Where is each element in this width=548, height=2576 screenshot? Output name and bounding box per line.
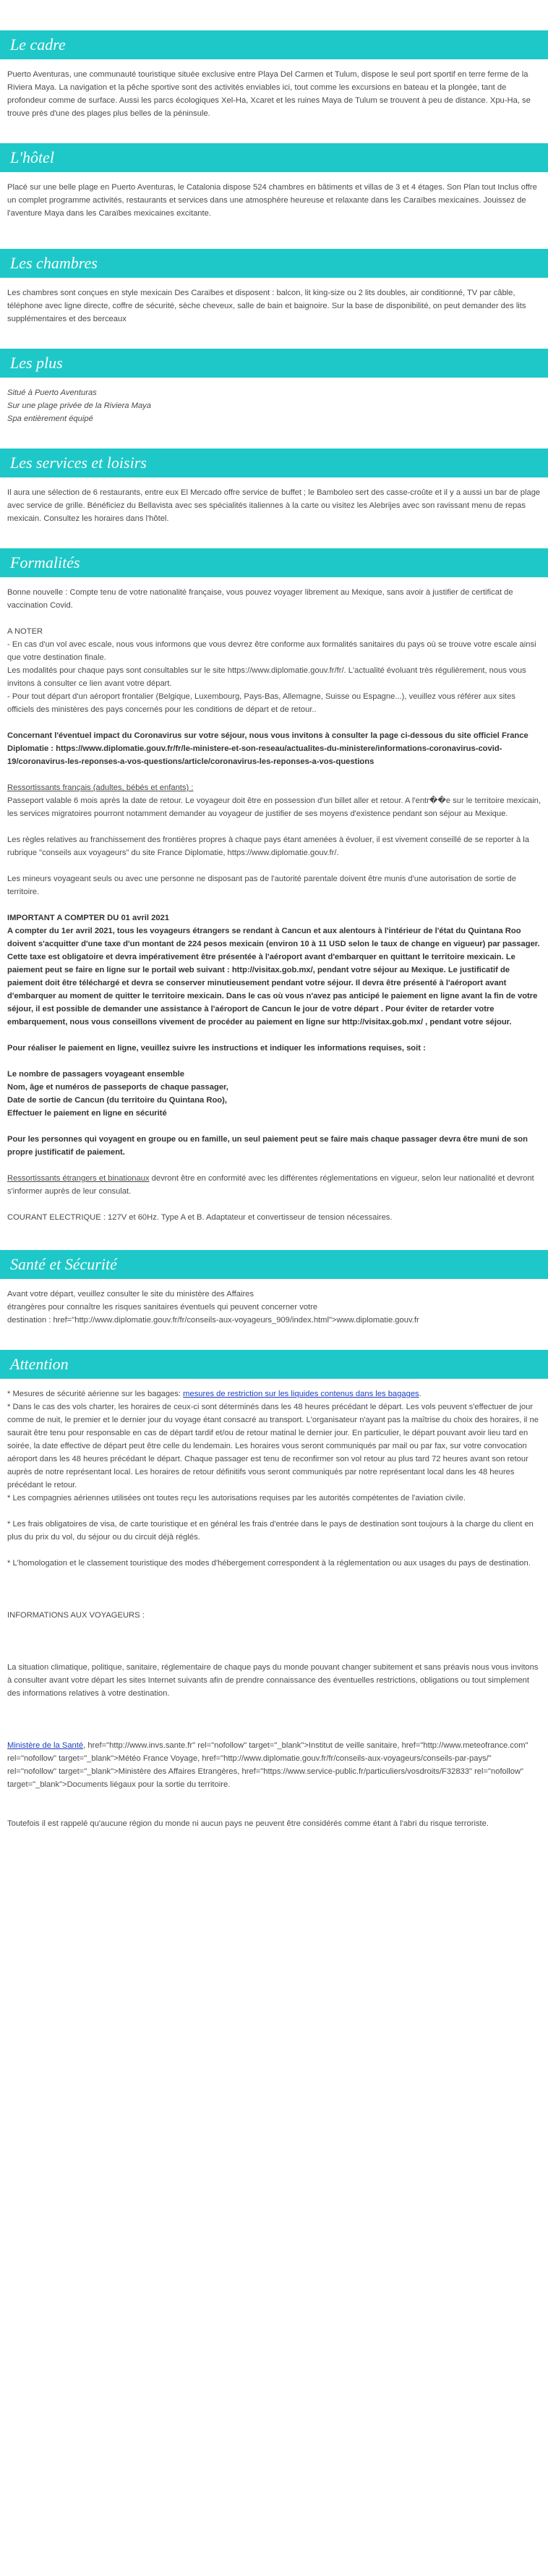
section-title: Formalités: [10, 553, 80, 571]
hotel-text: Placé sur une belle plage en Puerto Aventuras, le Catalonia dispose 524 chambres en bâtiments et villas de 3 et 4 étages. Son Plan tout Inclus offre un complet programme activités, restaurants et services dans une atmosphère heureuse et relaxante dans les Caraïbes mexicaines. Jouissez de l'aventure Maya dans les Caraïbes mexicaines excitante.: [7, 183, 537, 218]
section-banner: [0, 548, 548, 577]
paiement-item: Le nombre de passagers voyageant ensemble: [7, 1070, 184, 1079]
corona-notice: Concernant l'éventuel impact du Coronavirus sur votre séjour, nous vous invitons à consulter la page ci-dessous du site officiel France Diplomatie : https://www.diplomatie.gouv.fr/fr/le-ministere-et-son-reseau/actualites-du-ministere/informations-coronavirus-covid-19/coronavirus-les-reponses-a-vos-questions/article/coronavirus-les-reponses-a-vos-questions: [7, 731, 528, 766]
plus-item: Spa entièrement équipé: [7, 415, 93, 423]
etrangers-text: [0, 1172, 548, 1198]
paiement-title: Pour réaliser le paiement en ligne, veuillez suivre les instructions et indiquer les informations requises, soit :: [7, 1044, 426, 1053]
section-attention: [0, 1327, 548, 1830]
situation-text: La situation climatique, politique, sanitaire, réglementaire de chaque pays du monde pouvant changer subitement et sans préavis nous vous invitons à consulter avant votre départ les sites Internet suivants afin de prendre connaissance des éventuelles restrictions, obligations ou tout simplement des informations relatives à votre destination.: [7, 1663, 539, 1698]
section-formalites: [0, 525, 548, 1224]
links-text: [0, 1739, 548, 1791]
services-text: Il aura une sélection de 6 restaurants, entre eux El Mercado offre service de buffet ; le Bamboleo sert des casse-croûte et il y a aussi un bar de plage avec service de grille. Bénéficiez du Bellavista avec ses spécialités italiennes à la carte ou visitez les Alebrijes avec son ravissant menu de repas mexicain. Consultez les horaires dans l'hôtel.: [7, 488, 541, 523]
section-cadre: [0, 0, 548, 120]
section-banner: [0, 349, 548, 378]
toutefois-text: Toutefois il est rappelé qu'aucune région du monde ni aucun pays ne peuvent être considérés comme étant à l'abri du risque terroriste.: [7, 1819, 489, 1828]
links-rest: , href="http://www.invs.sante.fr" rel="nofollow" target="_blank">Institut de veille sanitaire, href="http://www.meteofrance.com" rel="nofollow" target="_blank">Météo France Voyage, href="http://www.diplomatie.gouv.fr/fr/conseils-aux-voyageurs/conseils-par-pays/" rel="nofollow" target="_blank">Ministère des Affaires Etrangères, href="https://www.service-public.fr/particuliers/vosdroits/F32833" rel="nofollow" target="_blank">Documents liégaux pour la sortie du territoire.: [7, 1741, 528, 1789]
mineurs-text: Les mineurs voyageant seuls ou avec une personne ne disposant pas de l'autorité parentale doivent être munis d'une autorisation de sortie de territoire.: [7, 875, 516, 896]
section-sante: [0, 1224, 548, 1327]
homologation-text: * L'homologation et le classement touristique des modes d'hébergement correspondent à la réglementation ou aux usages du pays de destination.: [7, 1559, 531, 1568]
a-noter-label: A NOTER: [7, 627, 43, 636]
mesures-text: [0, 1387, 548, 1400]
section-banner: [0, 249, 548, 278]
section-plus: [0, 326, 548, 425]
ressortissants-title: Ressortissants français (adultes, bébés et enfants) :: [7, 783, 194, 792]
formalites-intro: Bonne nouvelle : Compte tenu de votre nationalité française, vous pouvez voyager librement au Mexique, sans avoir à justifier de certificat de vaccination Covid.: [7, 588, 513, 610]
paiement-item: Nom, âge et numéros de passeports de chaque passager,: [7, 1083, 228, 1092]
section-banner: [0, 30, 548, 59]
ressortissants-text: Passeport valable 6 mois après la date de retour. Le voyageur doit être en possession d'un billet aller et retour. A l'entr��e sur le territoire mexicain, les services migratoires pourront notamment demander au voyageur de justifier de ses moyens d'existence pendant son séjour au Mexique.: [7, 796, 541, 818]
groupe-text: Pour les personnes qui voyagent en groupe ou en famille, un seul paiement peut se faire mais chaque passager devra être muni de son propre justificatif de paiement.: [7, 1135, 528, 1157]
mesures-link[interactable]: mesures de restriction sur les liquides contenus dans les bagages: [183, 1390, 419, 1398]
sante-line: Avant votre départ, veuillez consulter le site du ministère des Affaires: [7, 1290, 254, 1298]
mesures-suffix: .: [419, 1390, 421, 1398]
frais-text: * Les frais obligatoires de visa, de carte touristique et en général les frais d'entrée dans le pays de destination sont toujours à la charge du client en plus du prix du vol, du séjour ou du circuit déjà réglés.: [7, 1520, 534, 1542]
mesures-prefix: * Mesures de sécurité aérienne sur les bagages:: [7, 1390, 184, 1398]
infos-title: INFORMATIONS AUX VOYAGEURS :: [7, 1611, 145, 1620]
etrangers-label: Ressortissants étrangers et binationaux: [7, 1174, 150, 1183]
section-title: Attention: [10, 1355, 69, 1373]
section-title: Les chambres: [10, 254, 98, 272]
section-banner: [0, 1350, 548, 1379]
section-hotel: [0, 120, 548, 220]
plus-item: Sur une plage privée de la Riviera Maya: [7, 401, 151, 410]
section-title: Les services et loisirs: [10, 454, 147, 472]
section-banner: [0, 1250, 548, 1279]
plus-item: Situé à Puerto Aventuras: [7, 388, 97, 397]
sante-line: destination : href="http://www.diplomatie.gouv.fr/fr/conseils-aux-voyageurs_909/index.html">www.diplomatie.gouv.fr: [7, 1316, 419, 1325]
section-banner: [0, 143, 548, 172]
section-services: [0, 425, 548, 525]
important-text: A compter du 1er avril 2021, tous les voyageurs étrangers se rendant à Cancun et aux alentours à l'intérieur de l'état du Quintana Roo doivent s'acquitter d'une taxe d'un montant de 224 pesos mexicain (environ 10 à 11 USD selon le taux de change en vigueur) par passager. Cette taxe est obligatoire et devra impérativement être présentée à l'aéroport avant d'embarquer en quittant le territoire mexicain. Le paiement peut se faire en ligne sur le portail web suivant : http://visitax.gob.mx/, pendant votre séjour au Mexique. Le justificatif de paiement doit être téléchargé et devra se conserver minutieusement pendant votre séjour. Il devra être présenté à l'aéroport avant d'embarquer au moment de quitter le territoire mexicain. Dans le cas où vous n'avez pas anticipé le paiement en ligne avant la fin de votre séjour, il est possible de demander une assistance à l'aéroport de Cancun le jour de votre départ . Pour éviter de retarder votre embarquement, nous vous conseillons vivement de procéder au paiement en ligne sur http://visitax.gob.mx/ , pendant votre séjour.: [7, 927, 540, 1026]
ministere-link[interactable]: Ministère de la Santé: [7, 1741, 84, 1750]
dates-text: * Dans le cas des vols charter, les horaires de ceux-ci sont déterminés dans les 48 heures précédant le départ. Les vols peuvent s'effectuer de jour comme de nuit, le premier et le dernier jour du voyage étant consacré au transport. L'organisateur n'ayant pas la maîtrise du choix des horaires, il ne saurait être tenu pour responsable en cas de départ tardif et/ou de retour matinal le dernier jour. En particulier, le départ pouvant avoir lieu tard en soirée, la date effective de départ peut être celle du lendemain. Les horaires vous seront communiqués par mail ou par fax, sur votre convocation aéroport dans les 48 heures précédant le départ. Chaque passager est tenu de reconfirmer son vol retour au plus tard 72 heures avant son retour auprès de notre représentant local. Les horaires de retour définitifs vous seront communiqués par notre représentant local dans les 48 heures précédant le retour.: [7, 1403, 539, 1489]
paiement-item: Effectuer le paiement en ligne en sécurité: [7, 1109, 167, 1118]
compagnies-text: * Les compagnies aériennes utilisées ont toutes reçu les autorisations requises par les autorités compétentes de l'aviation civile.: [7, 1494, 466, 1502]
section-title: L'hôtel: [10, 148, 54, 166]
paiement-item: Date de sortie de Cancun (du territoire du Quintana Roo),: [7, 1096, 227, 1105]
sante-line: étrangères pour connaître les risques sanitaires éventuels qui peuvent concerner votre: [7, 1303, 318, 1312]
etrangers-rest: devront être en conformité avec les différentes réglementations en vigueur, selon leur nationalité et devront s'informer auprès de leur consulat.: [7, 1174, 534, 1196]
important-title: IMPORTANT A COMPTER DU 01 avril 2021: [7, 914, 170, 922]
noter-line: Les modalités pour chaque pays sont consultables sur le site https://www.diplomatie.gouv.fr/fr/. L'actualité évoluant très régulièrement, nous vous invitons à consulter ce lien avant votre départ.: [7, 666, 526, 688]
chambres-text: Les chambres sont conçues en style mexicain Des Caraïbes et disposent : balcon, lit king-size ou 2 lits doubles, air conditionné, TV par câble, téléphone avec ligne directe, coffre de sécurité, sèche cheveux, salle de bain et baignoire. Sur la base de disponibilité, on peut demander des lits supplémentaires et des berceaux: [7, 289, 526, 323]
noter-line: - En cas d'un vol avec escale, nous vous informons que vous devrez être conforme aux formalités sanitaires du pays où se trouve votre escale ainsi que votre destination finale.: [7, 640, 536, 662]
section-title: Le cadre: [10, 35, 66, 54]
regles-text: Les règles relatives au franchissement des frontières propres à chaque pays étant amenées à évoluer, il est vivement conseillé de se reporter à la rubrique "conseils aux voyageurs" du site France Diplomatie, https://www.diplomatie.gouv.fr/.: [7, 836, 529, 857]
section-title: Les plus: [10, 354, 63, 372]
section-title: Santé et Sécurité: [10, 1255, 117, 1273]
section-banner: [0, 449, 548, 477]
noter-line: - Pour tout départ d'un aéroport frontalier (Belgique, Luxembourg, Pays-Bas, Allemagne, Suisse ou Espagne...), veuillez vous référer aux sites officiels des ministères des pays concernés pour les conditions de départ et de retour..: [7, 692, 515, 714]
section-chambres: [0, 220, 548, 326]
courant-text: COURANT ELECTRIQUE : 127V et 60Hz. Type A et B. Adaptateur et convertisseur de tension nécessaires.: [7, 1213, 393, 1222]
cadre-text: Puerto Aventuras, une communauté touristique située exclusive entre Playa Del Carmen et Tulum, dispose le seul port sportif en terre ferme de la Riviera Maya. La navigation et la pêche sportive sont des activités enviables ici, tout comme les excursions en bateau et la plongée, tant de profondeur comme de surface. Aussi les parcs écologiques Xel-Ha, Xcaret et les ruines Maya de Tulum se trouvent à peu de distance. Xpu-Ha, se trouve près d'une des plages plus belles de la péninsule.: [7, 70, 531, 118]
